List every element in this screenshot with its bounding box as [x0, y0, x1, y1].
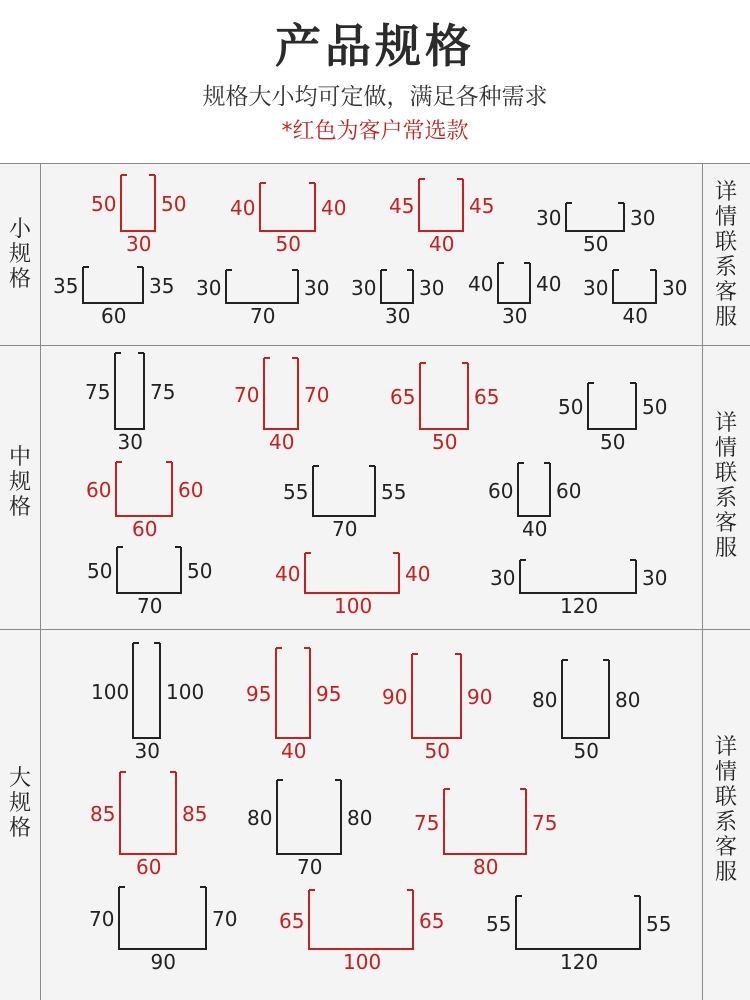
side-height-label: 40 [321, 196, 347, 220]
side-height-label: 90 [467, 685, 493, 709]
bottom-width-label: 30 [117, 430, 143, 454]
bottom-width-label: 40 [269, 430, 295, 454]
side-height-label: 80 [532, 688, 558, 712]
contact-note: 详情联系客服 [714, 411, 737, 561]
side-height-label: 30 [351, 275, 377, 300]
bottom-width-label: 60 [136, 855, 162, 879]
side-height-label: 85 [182, 802, 208, 826]
side-height-label: 90 [382, 685, 408, 709]
page-title: 产品规格 [275, 19, 475, 73]
side-height-label: 40 [468, 272, 494, 296]
side-height-label: 30 [196, 275, 222, 300]
color-note: *红色为客户常选款 [281, 119, 469, 144]
u-channel-shape [82, 266, 144, 304]
side-height-label: 35 [149, 274, 175, 298]
bottom-width-label: 60 [132, 517, 158, 541]
u-channel-shape [119, 771, 177, 855]
bottom-width-label: 30 [126, 232, 152, 256]
side-height-label: 75 [414, 810, 440, 835]
row-divider [0, 345, 750, 346]
bottom-width-label: 70 [250, 304, 276, 328]
u-channel-shape [225, 269, 299, 304]
side-height-label: 95 [246, 682, 272, 706]
bottom-width-label: 30 [385, 304, 411, 328]
side-height-label: 50 [558, 395, 584, 419]
side-height-label: 30 [642, 565, 668, 590]
bottom-width-label: 120 [560, 594, 599, 618]
row-label-medium: 中规格 [8, 445, 31, 520]
u-channel-shape [497, 262, 531, 304]
side-height-label: 65 [419, 908, 445, 933]
side-height-label: 30 [662, 275, 688, 300]
side-height-label: 30 [583, 275, 609, 300]
side-height-label: 50 [187, 559, 213, 583]
side-height-label: 40 [230, 196, 256, 220]
bottom-width-label: 100 [334, 594, 373, 618]
u-channel-shape [411, 653, 462, 739]
side-height-label: 75 [150, 380, 176, 404]
u-channel-shape [565, 202, 625, 232]
u-channel-shape [418, 178, 464, 232]
bottom-width-label: 50 [573, 739, 599, 763]
contact-note: 详情联系客服 [714, 735, 737, 885]
bottom-width-label: 70 [137, 594, 163, 618]
bottom-width-label: 90 [150, 950, 176, 974]
u-channel-shape [132, 642, 161, 739]
side-height-label: 80 [347, 806, 373, 830]
side-height-label: 60 [86, 478, 112, 502]
side-height-label: 70 [304, 382, 330, 407]
side-height-label: 30 [536, 206, 562, 230]
u-channel-shape [519, 559, 637, 594]
u-channel-shape [587, 382, 637, 430]
u-channel-shape [276, 779, 342, 855]
bottom-width-label: 30 [134, 739, 160, 763]
u-channel-shape [308, 889, 414, 950]
side-height-label: 30 [490, 565, 516, 590]
side-height-label: 80 [247, 806, 273, 830]
u-channel-shape [515, 895, 641, 950]
side-height-label: 65 [474, 385, 500, 409]
side-height-label: 70 [234, 382, 260, 407]
bottom-width-label: 40 [522, 517, 548, 541]
u-channel-shape [275, 647, 311, 739]
side-height-label: 30 [419, 275, 445, 300]
side-height-label: 50 [161, 192, 187, 216]
bottom-width-label: 40 [429, 232, 455, 256]
bottom-width-label: 60 [101, 304, 127, 328]
side-height-label: 30 [630, 206, 656, 230]
side-height-label: 45 [469, 194, 495, 218]
u-channel-shape [380, 269, 414, 304]
bottom-width-label: 50 [600, 430, 626, 454]
row-label-large: 大规格 [8, 766, 31, 841]
u-channel-shape [114, 352, 145, 430]
side-height-label: 70 [89, 907, 115, 931]
side-height-label: 100 [166, 679, 205, 704]
row-divider [0, 629, 750, 630]
side-height-label: 40 [536, 272, 562, 296]
contact-note: 详情联系客服 [714, 180, 737, 330]
u-channel-shape [116, 546, 182, 594]
side-height-label: 95 [316, 682, 342, 706]
side-height-label: 55 [646, 911, 672, 936]
bottom-width-label: 50 [432, 430, 458, 454]
side-height-label: 50 [642, 395, 668, 419]
side-height-label: 50 [91, 192, 117, 216]
spec-table [0, 163, 750, 1000]
bottom-width-label: 40 [622, 304, 648, 328]
side-height-label: 50 [87, 559, 113, 583]
side-height-label: 70 [212, 907, 238, 931]
u-channel-shape [115, 461, 173, 517]
side-height-label: 55 [283, 480, 309, 504]
side-height-label: 75 [532, 810, 558, 835]
u-channel-shape [443, 788, 527, 855]
side-height-label: 80 [615, 688, 641, 712]
u-channel-shape [259, 182, 316, 232]
bottom-width-label: 80 [473, 855, 499, 879]
bottom-width-label: 40 [281, 739, 307, 763]
bottom-width-label: 120 [560, 950, 599, 974]
side-height-label: 75 [85, 380, 111, 404]
side-height-label: 40 [275, 562, 301, 586]
page-subtitle: 规格大小均可定做，满足各种需求 [202, 84, 548, 110]
column-divider [702, 163, 703, 1000]
u-channel-shape [120, 174, 156, 232]
bottom-width-label: 70 [297, 855, 323, 879]
side-height-label: 40 [405, 562, 431, 586]
u-channel-shape [419, 362, 469, 430]
row-label-small: 小规格 [8, 217, 31, 292]
bottom-width-label: 50 [424, 739, 450, 763]
side-height-label: 85 [90, 802, 116, 826]
side-height-label: 55 [486, 911, 512, 936]
bottom-width-label: 30 [502, 304, 528, 328]
side-height-label: 35 [53, 274, 79, 298]
u-channel-shape [561, 659, 610, 739]
side-height-label: 60 [556, 478, 582, 503]
side-height-label: 60 [488, 478, 514, 503]
u-channel-shape [263, 357, 299, 430]
bottom-width-label: 100 [343, 950, 382, 974]
u-channel-shape [612, 269, 657, 304]
bottom-width-label: 50 [275, 232, 301, 256]
side-height-label: 65 [390, 385, 416, 409]
header [0, 0, 750, 164]
u-channel-shape [304, 552, 400, 594]
side-height-label: 55 [381, 480, 407, 504]
side-height-label: 100 [91, 679, 130, 704]
u-channel-shape [517, 462, 551, 517]
side-height-label: 60 [178, 478, 204, 502]
side-height-label: 65 [279, 908, 305, 933]
column-divider [40, 163, 41, 1000]
bottom-width-label: 50 [583, 232, 609, 256]
bottom-width-label: 70 [332, 517, 358, 541]
u-channel-shape [118, 886, 207, 950]
u-channel-shape [312, 465, 376, 517]
side-height-label: 30 [304, 275, 330, 300]
table-top-rule [0, 163, 750, 164]
side-height-label: 45 [389, 194, 415, 218]
